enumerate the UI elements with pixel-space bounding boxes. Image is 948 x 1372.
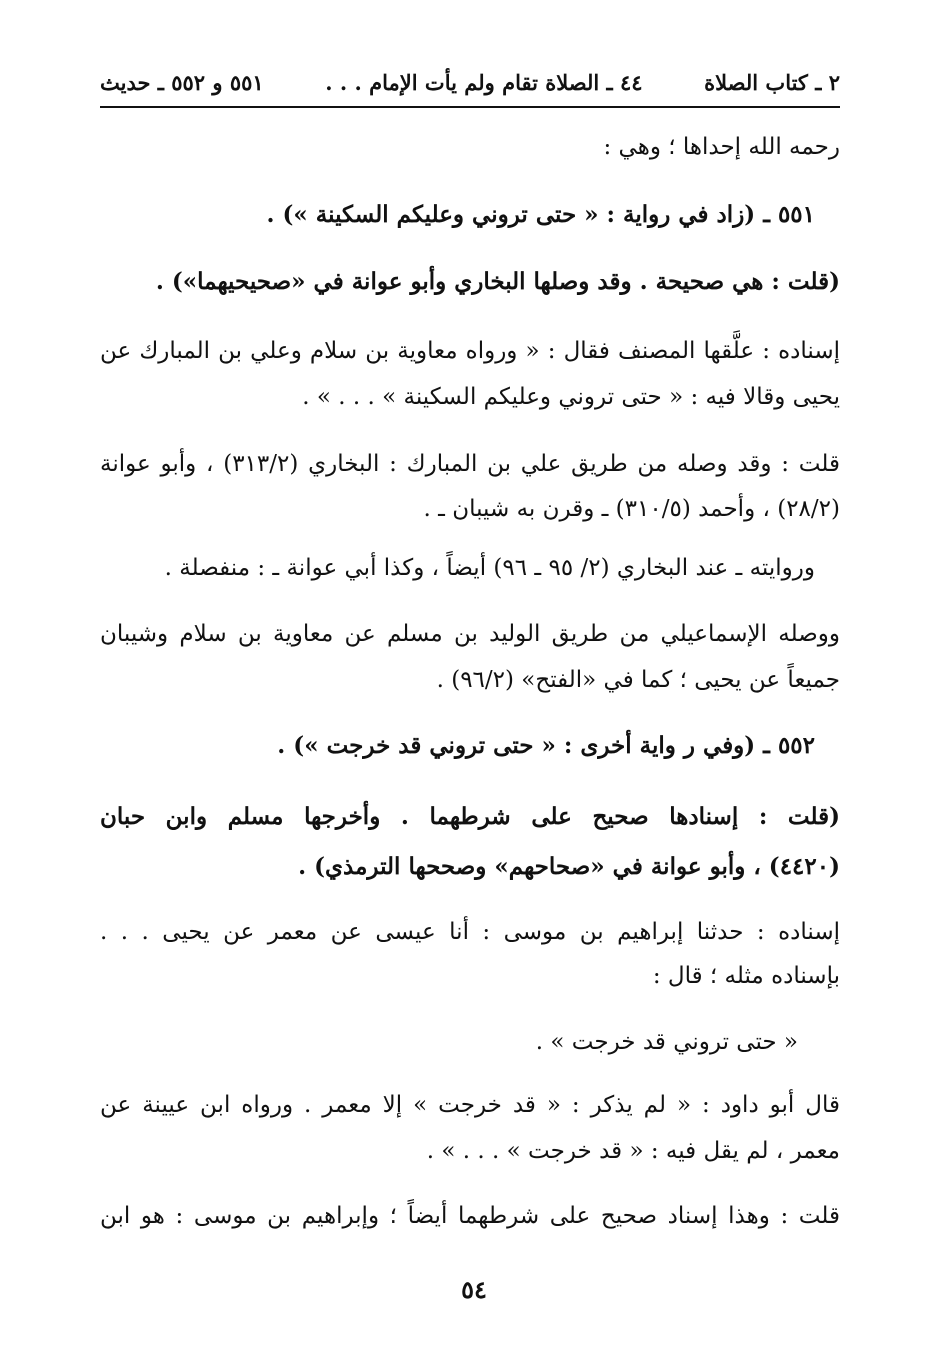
text-line: إسناده : علَّقها المصنف فقال : « ورواه معاوية بن سلام وعلي بن المبارك عن [100, 338, 840, 364]
page-number: ٥٤ [461, 1275, 487, 1304]
header-hadith-numbers: ٥٥١ و ٥٥٢ ـ حديث [100, 69, 264, 95]
text-line: قلت : وقد وصله من طريق علي بن المبارك : البخاري (٣١٣/٢) ، وأبو عوانة [100, 451, 840, 477]
header-rule [100, 106, 840, 108]
header-chapter-title: ٤٤ ـ الصلاة تقام ولم يأت الإمام . . . [325, 69, 643, 95]
author-note-552: (قلت : إسنادها صحيح على شرطهما . وأخرجها مسلم وابن حبان [100, 803, 840, 830]
header-book-title: ٢ ـ كتاب الصلاة [704, 69, 840, 95]
text-line: قال أبو داود : « لم يذكر : « قد خرجت » إلا معمر . ورواه ابن عيينة عن [100, 1092, 840, 1118]
text-line: يحيى وقالا فيه : « حتى تروني وعليكم السكينة » . . . » . [302, 384, 840, 410]
text-line: ووصله الإسماعيلي من طريق الوليد بن مسلم عن معاوية بن سلام وشيبان [100, 621, 840, 647]
text-line: بإسناده مثله ؛ قال : [652, 963, 840, 989]
quoted-hadith-text: « حتى تروني قد خرجت » . [535, 1029, 798, 1055]
author-note-552-continued: (٤٤٢٠) ، وأبو عوانة في «صحاحهم» وصححها الترمذي) . [298, 853, 840, 880]
hadith-552-heading: ٥٥٢ ـ (وفي ر واية أخرى : « حتى تروني قد خرجت ») . [277, 732, 815, 759]
hadith-551-heading: ٥٥١ ـ (زاد في رواية : « حتى تروني وعليكم السكينة ») . [266, 201, 815, 228]
running-header [100, 62, 840, 102]
text-line: إسناده : حدثنا إبراهيم بن موسى : أنا عيسى عن معمر عن يحيى . . . [100, 919, 840, 945]
text-line: معمر ، لم يقل فيه : « قد خرجت » . . . » . [426, 1138, 840, 1164]
text-line: (٢٨/٢) ، وأحمد (٣١٠/٥) ـ وقرن به شيبان ـ . [423, 496, 840, 522]
text-line: رحمه الله إحداها ؛ وهي : [603, 134, 840, 160]
text-line: وروايته ـ عند البخاري (٢/ ٩٥ ـ ٩٦) أيضاً ، وكذا أبي عوانة ـ : منفصلة . [164, 555, 815, 581]
text-line: قلت : وهذا إسناد صحيح على شرطهما أيضاً ؛ وإبراهيم بن موسى : هو ابن [100, 1203, 840, 1229]
author-note-551: (قلت : هي صحيحة . وقد وصلها البخاري وأبو عوانة في «صحيحيهما») . [155, 268, 840, 295]
text-line: جميعاً عن يحيى ؛ كما في «الفتح» (٩٦/٢) . [436, 667, 840, 693]
